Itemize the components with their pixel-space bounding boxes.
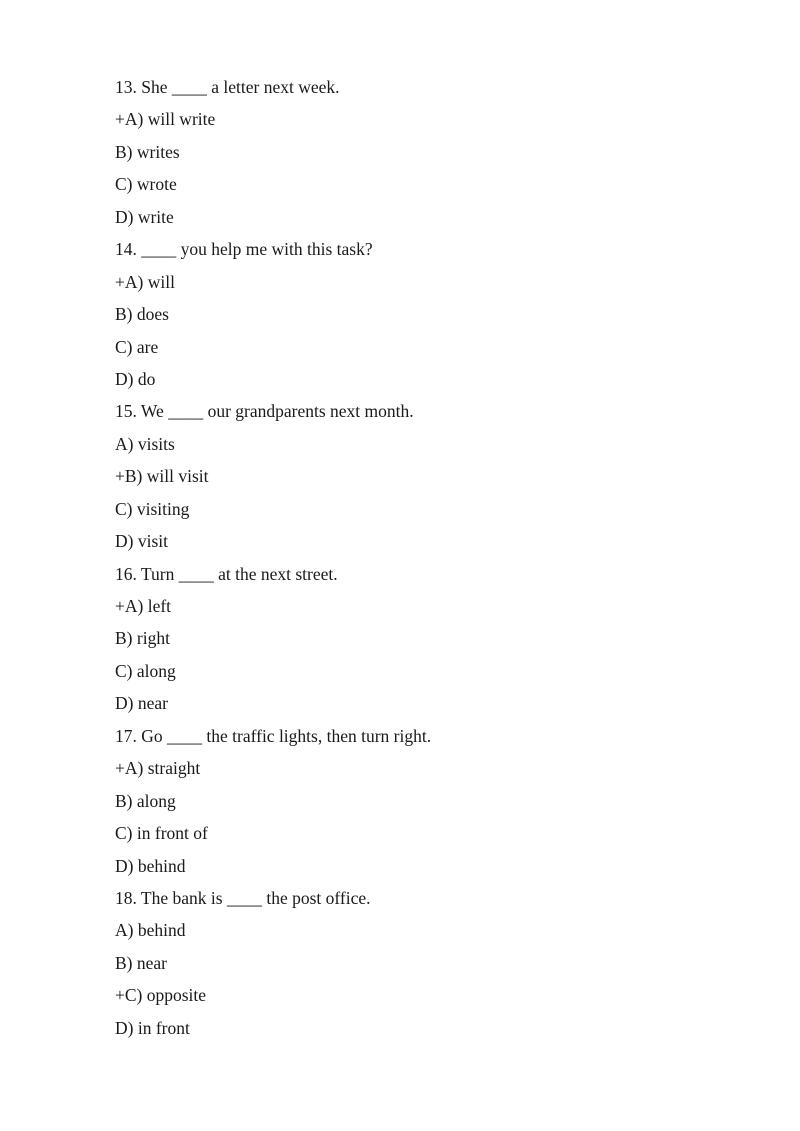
question-stem: 15. We ____ our grandparents next month.: [115, 401, 414, 422]
answer-option: +A) left: [115, 596, 172, 616]
answer-option: C) are: [115, 336, 159, 357]
answer-option: C) along: [115, 660, 176, 681]
question-16: [115, 560, 735, 722]
answer-option: D) near: [115, 693, 168, 714]
question-18: [115, 884, 735, 1046]
answer-option: C) wrote: [115, 174, 177, 195]
question-15: [115, 397, 735, 559]
question-stem: 16. Turn ____ at the next street.: [115, 563, 338, 584]
answer-option: B) does: [115, 304, 169, 325]
answer-option: B) writes: [115, 141, 180, 162]
answer-option: +A) will write: [115, 109, 216, 130]
answer-option: D) in front: [115, 1017, 190, 1038]
answer-option: B) right: [115, 628, 170, 649]
question-stem: 13. She ____ a letter next week.: [115, 77, 340, 97]
answer-option: +C) opposite: [115, 985, 207, 1006]
question-stem: 17. Go ____ the traffic lights, then turn right.: [115, 725, 432, 746]
question-stem: 14. ____ you help me with this task?: [115, 239, 373, 260]
answer-option: D) write: [115, 206, 174, 227]
answer-option: C) in front of: [115, 823, 208, 844]
answer-option: +A) will: [115, 271, 175, 292]
question-13: [115, 73, 735, 235]
question-14: [115, 235, 735, 397]
answer-option: D) behind: [115, 855, 186, 876]
question-17: [115, 722, 735, 884]
answer-option: A) behind: [115, 920, 186, 941]
answer-option: C) visiting: [115, 498, 190, 519]
answer-option: D) do: [115, 368, 156, 389]
answer-option: B) along: [115, 790, 176, 811]
question-list: [115, 73, 735, 1046]
question-stem: 18. The bank is ____ the post office.: [115, 887, 371, 908]
answer-option: +A) straight: [115, 758, 201, 779]
answer-option: B) near: [115, 952, 167, 973]
answer-option: A) visits: [115, 433, 175, 454]
answer-option: D) visit: [115, 531, 168, 552]
answer-option: +B) will visit: [115, 466, 209, 487]
